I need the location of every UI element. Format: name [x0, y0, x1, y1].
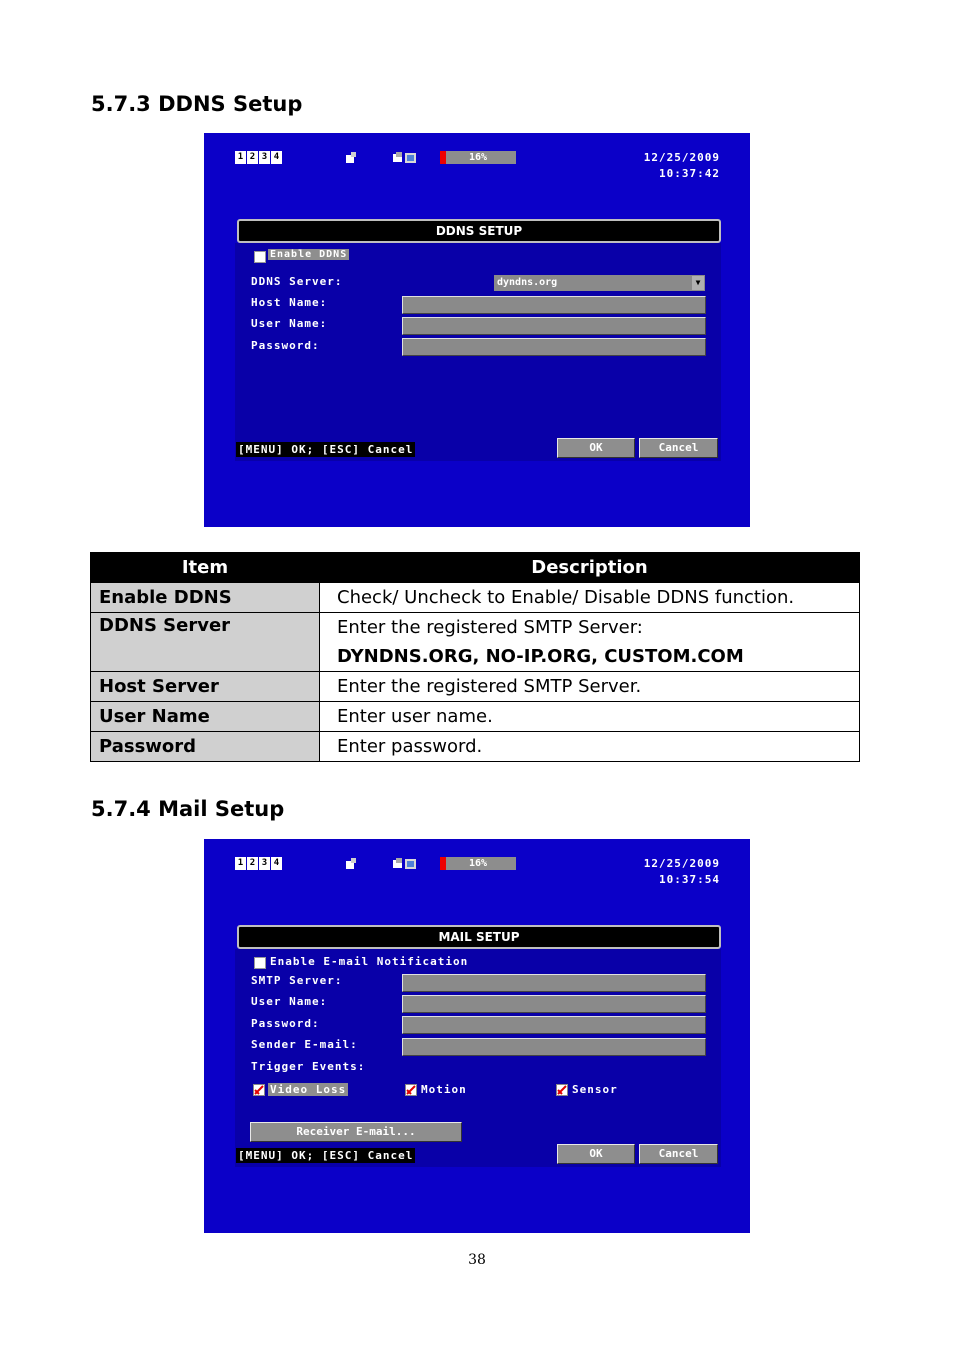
table-cell-desc-line: Enter the registered SMTP Server:	[337, 617, 643, 638]
enable-ddns-label[interactable]: Enable DDNS	[270, 249, 348, 260]
video-loss-label[interactable]: Video Loss	[270, 1083, 347, 1096]
dialog-title: DDNS SETUP	[237, 219, 721, 243]
sensor-label[interactable]: Sensor	[572, 1083, 618, 1096]
mail-setup-screenshot	[204, 839, 750, 1233]
channel-indicator	[235, 857, 282, 870]
receiver-email-button[interactable]: Receiver E-mail...	[250, 1122, 462, 1142]
password-label: Password:	[251, 339, 320, 352]
user-name-input[interactable]	[402, 317, 706, 335]
hdd-usage-bar	[440, 151, 516, 164]
channel-indicator	[235, 151, 282, 164]
date: 12/25/2009	[643, 151, 720, 164]
host-name-label: Host Name:	[251, 296, 328, 309]
motion-label[interactable]: Motion	[421, 1083, 467, 1096]
table-row	[91, 672, 860, 702]
network-icon	[345, 858, 357, 870]
ddns-server-label: DDNS Server:	[251, 275, 343, 288]
table-cell-item: Host Server	[91, 672, 320, 702]
ddns-server-value: dyndns.org	[497, 277, 558, 288]
hdd-usage-text: 16%	[468, 152, 488, 163]
ddns-setup-screenshot	[204, 133, 750, 527]
channel-1: 1	[235, 857, 246, 870]
user-name-input[interactable]	[402, 995, 706, 1013]
video-loss-checkbox[interactable]	[253, 1084, 265, 1096]
ddns-server-select[interactable]	[494, 275, 705, 291]
key-hint: [MENU] OK; [ESC] Cancel	[238, 443, 414, 456]
key-hint: [MENU] OK; [ESC] Cancel	[238, 1149, 414, 1162]
record-icon	[393, 152, 417, 164]
channel-2: 2	[247, 857, 258, 870]
password-label: Password:	[251, 1017, 320, 1030]
table-cell-item: Enable DDNS	[91, 583, 320, 613]
time: 10:37:54	[659, 873, 720, 886]
host-name-input[interactable]	[402, 296, 706, 314]
channel-2: 2	[247, 151, 258, 164]
enable-email-label[interactable]: Enable E-mail Notification	[270, 955, 469, 968]
hdd-usage-bar	[440, 857, 516, 870]
datetime	[644, 856, 720, 888]
password-input[interactable]	[402, 1016, 706, 1034]
table-cell-desc	[320, 613, 860, 672]
sender-email-input[interactable]	[402, 1038, 706, 1056]
table-cell-desc: Enter the registered SMTP Server.	[320, 672, 860, 702]
cancel-button[interactable]: Cancel	[639, 1144, 718, 1164]
header-item: Item	[91, 553, 320, 583]
table-row	[91, 732, 860, 762]
smtp-server-input[interactable]	[402, 974, 706, 992]
page-number: 38	[468, 1252, 486, 1268]
sensor-checkbox[interactable]	[556, 1084, 568, 1096]
network-icon	[345, 152, 357, 164]
channel-4: 4	[271, 857, 282, 870]
table-cell-desc: Enter user name.	[320, 702, 860, 732]
hdd-usage-text: 16%	[468, 858, 488, 869]
section-heading-ddns: 5.7.3 DDNS Setup	[91, 92, 303, 116]
ok-button[interactable]: OK	[557, 438, 635, 458]
table-cell-desc-bold: DYNDNS.ORG, NO-IP.ORG, CUSTOM.COM	[337, 646, 744, 667]
channel-1: 1	[235, 151, 246, 164]
channel-3: 3	[259, 857, 270, 870]
chevron-down-icon[interactable]: ▼	[692, 276, 704, 290]
record-icon	[393, 858, 417, 870]
table-row	[91, 613, 860, 672]
table-cell-item: Password	[91, 732, 320, 762]
ddns-panel	[235, 243, 721, 461]
user-name-label: User Name:	[251, 995, 328, 1008]
channel-3: 3	[259, 151, 270, 164]
mail-panel	[235, 949, 721, 1167]
table-row	[91, 702, 860, 732]
sender-email-label: Sender E-mail:	[251, 1038, 358, 1051]
user-name-label: User Name:	[251, 317, 328, 330]
smtp-server-label: SMTP Server:	[251, 974, 343, 987]
trigger-events-label: Trigger Events:	[251, 1060, 366, 1073]
table-row	[91, 583, 860, 613]
enable-email-checkbox[interactable]	[254, 957, 266, 969]
table-cell-item-text: DDNS Server	[99, 615, 231, 636]
table-cell-item: User Name	[91, 702, 320, 732]
datetime	[644, 150, 720, 182]
table-header-row	[91, 553, 860, 583]
channel-4: 4	[271, 151, 282, 164]
header-description: Description	[320, 553, 860, 583]
dialog-title: MAIL SETUP	[237, 925, 721, 949]
table-cell-desc: Check/ Uncheck to Enable/ Disable DDNS function.	[320, 583, 860, 613]
motion-checkbox[interactable]	[405, 1084, 417, 1096]
table-cell-item	[91, 613, 320, 672]
cancel-button[interactable]: Cancel	[639, 438, 718, 458]
password-input[interactable]	[402, 338, 706, 356]
description-table	[90, 552, 860, 762]
table-cell-desc: Enter password.	[320, 732, 860, 762]
section-heading-mail: 5.7.4 Mail Setup	[91, 797, 285, 821]
ok-button[interactable]: OK	[557, 1144, 635, 1164]
date: 12/25/2009	[643, 857, 720, 870]
time: 10:37:42	[659, 167, 720, 180]
enable-ddns-checkbox[interactable]	[254, 251, 266, 263]
